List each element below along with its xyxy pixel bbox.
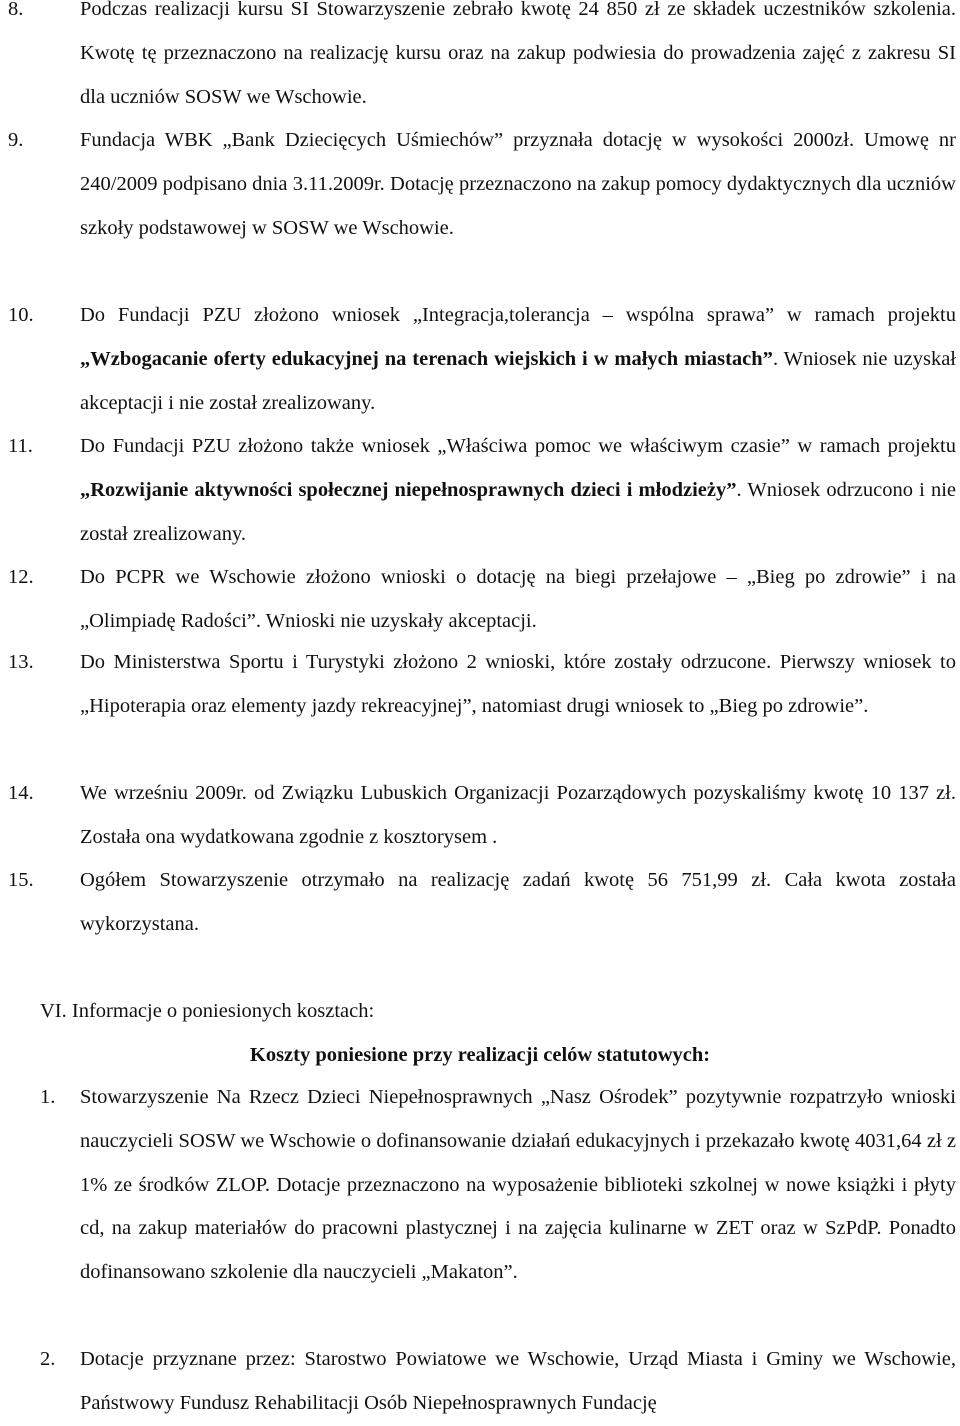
item-number: 14. [8,782,34,804]
list-item-15 [8,859,956,947]
section-heading [40,990,940,1034]
item-text: Ogółem Stowarzyszenie otrzymało na realizację zadań kwotę 56 751,99 zł. Cała kwota została wykorzystana. [80,869,956,935]
item-number: 13. [8,651,34,673]
item-text: Do Ministerstwa Sportu i Turystyki złożono 2 wnioski, które zostały odrzucone. Pierwszy wniosek to „Hipoterapia oraz elementy jazdy rekreacyjnej”, natomiast drugi wniosek to „Bieg po zdrowie”. [80,651,956,717]
item-text: Stowarzyszenie Na Rzecz Dzieci Niepełnosprawnych „Nasz Ośrodek” pozytywnie rozpatrzyło wnioski nauczycieli SOSW we Wschowie o dofinansowanie działań edukacyjnych i przekazało kwotę 4031,64 zł z 1% ze środków ZLOP. Dotacje przeznaczono na wyposażenie biblioteki szkolnej w nowe książki i płyty cd, na zakup materiałów do pracowni plastycznej i na zajęcia kulinarne w ZET oraz w SzPdP. Ponadto dofinansowano szkolenie dla nauczycieli „Makaton”. [80,1086,956,1284]
list-item-11 [8,425,956,556]
item-text: . Wniosek odrzucono i nie został zrealizowany. [80,478,956,545]
cost-item-1 [40,1076,956,1295]
section-number: VI. [40,1000,67,1022]
item-text: Do PCPR we Wschowie złożono wnioski o dotację na biegi przełajowe – „Bieg po zdrowie” i na „Olimpiadę Radości”. Wnioski nie uzyskały akceptacji. [80,566,956,632]
cost-item-2 [40,1338,956,1426]
item-number: 15. [8,869,34,891]
item-text: Do Fundacji PZU złożono wniosek „Integracja,tolerancja – wspólna sprawa” w ramach projektu [80,304,956,326]
list-item-8 [8,0,956,119]
item-text: Fundacja WBK „Bank Dziecięcych Uśmiechów” przyznała dotację w wysokości 2000zł. Umowę nr 240/2009 podpisano dnia 3.11.2009r. Dotację przeznaczono na zakup pomocy dydaktycznych dla uczniów szkoły podstawowej w SOSW we Wschowie. [80,129,956,239]
item-text: Podczas realizacji kursu SI Stowarzyszenie zebrało kwotę 24 850 zł ze składek uczestników szkolenia. Kwotę tę przeznaczono na realizację kursu oraz na zakup podwiesia do prowadzenia zajęć z zakresu SI dla uczniów SOSW we Wschowie. [80,0,956,108]
item-number: 9. [8,129,24,151]
subsection-title: Koszty poniesione przy realizacji celów statutowych: [249,1044,711,1066]
item-number: 12. [8,566,34,588]
item-number: 10. [8,304,34,326]
project-title: „Rozwijanie aktywności społecznej niepełnosprawnych dzieci i młodzieży” [80,478,737,501]
list-item-9 [8,119,956,250]
list-item-14 [8,772,956,860]
item-text: We wrześniu 2009r. od Związku Lubuskich Organizacji Pozarządowych pozyskaliśmy kwotę 10 137 zł. Została ona wydatkowana zgodnie z kosztorysem . [80,782,956,848]
item-text: Dotacje przyznane przez: Starostwo Powiatowe we Wschowie, Urząd Miasta i Gminy we Wschowie, Państwowy Fundusz Rehabilitacji Osób Niepełnosprawnych Fundację [80,1348,956,1414]
list-item-10 [8,294,957,425]
item-text: . Wniosek nie uzyskał akceptacji i nie został zrealizowany. [80,347,957,414]
list-item-13 [8,641,956,729]
item-number: 11. [8,435,33,457]
section-title: Informacje o poniesionych kosztach: [71,1000,375,1022]
item-number: 2. [40,1348,56,1370]
item-number: 8. [8,0,24,20]
list-item-12 [8,556,956,644]
item-text: Do Fundacji PZU złożono także wniosek „Właściwa pomoc we właściwym czasie” w ramach projektu [80,435,956,457]
project-title: „Wzbogacanie oferty edukacyjnej na terenach wiejskich i w małych miastach” [80,347,773,370]
item-number: 1. [40,1086,56,1108]
